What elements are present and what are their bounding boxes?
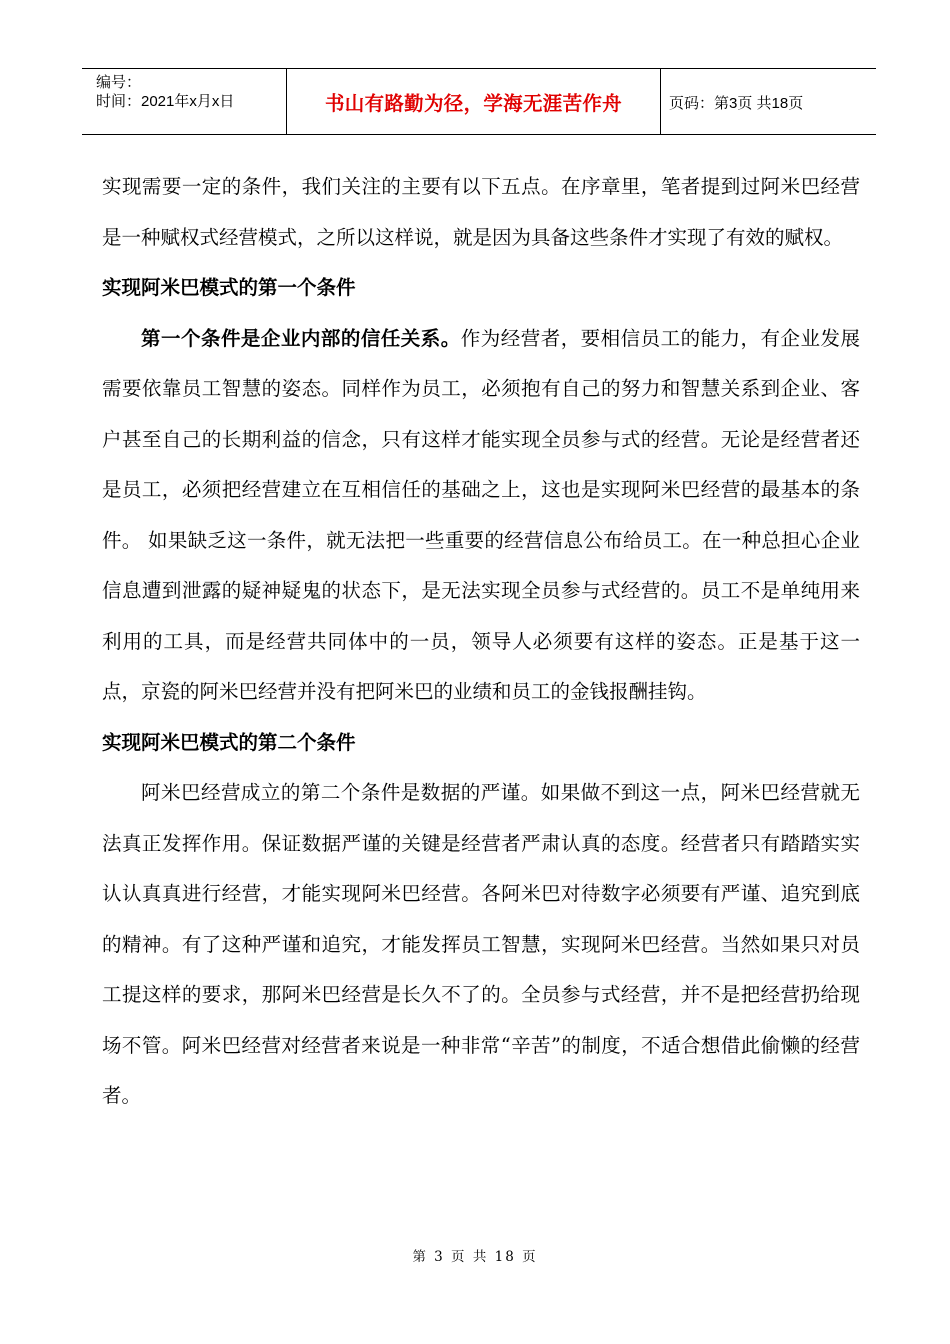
header-meta <box>82 69 287 135</box>
section-1-paragraph <box>102 314 860 718</box>
section-heading-1: 实现阿米巴模式的第一个条件 <box>102 276 356 299</box>
section-heading-2: 实现阿米巴模式的第二个条件 <box>102 730 356 754</box>
document-number-label: 编号： <box>96 74 142 91</box>
section-1-text: 作为经营者，要相信员工的能力，有企业发展需要依靠员工智慧的姿态。同样作为员工，必须抱有自己的努力和智慧关系到企业、客户甚至自己的长期利益的信念，只有这样才能实现全员参与式的经营。无论是经营者还是员工，必须把经营建立在互相信任的基础之上，这也是实现阿米巴经营的最基本的条件。 如果缺乏这一条件，就无法把一些重要的经营信息公布给员工。在一种总担心企业信息遭到泄露的疑神疑鬼的状态下，是无法实现全员参与式经营的。员工不是单纯用来利用的工具，而是经营共同体中的一员，领导人必须要有这样的姿态。正是基于这一点，京瓷的阿米巴经营并没有把阿米巴的业绩和员工的金钱报酬挂钩。 <box>102 326 860 703</box>
section-2-paragraph: 阿米巴经营成立的第二个条件是数据的严谨。如果做不到这一点，阿米巴经营就无法真正发挥作用。保证数据严谨的关键是经营者严肃认真的态度。经营者只有踏踏实实认认真真进行经营，才能实现阿米巴经营。各阿米巴对待数字必须要有严谨、追究到底的精神。有了这种严谨和追究，才能发挥员工智慧，实现阿米巴经营。当然如果只对员工提这样的要求，那阿米巴经营是长久不了的。全员参与式经营，并不是把经营扔给现场不管。阿米巴经营对经营者来说是一种非常“辛苦”的制度，不适合想借此偷懒的经营者。 <box>102 781 860 1107</box>
header-page-info: 页码：第3页 共18页 <box>669 94 804 112</box>
intro-paragraph: 实现需要一定的条件，我们关注的主要有以下五点。在序章里，笔者提到过阿米巴经营是一种赋权式经营模式，之所以这样说，就是因为具备这些条件才实现了有效的赋权。 <box>102 175 860 249</box>
header-motto-cell <box>287 69 661 135</box>
document-body <box>102 162 860 1122</box>
page-header <box>82 68 876 135</box>
section-1-lead: 第一个条件是企业内部的信任关系。 <box>141 326 461 350</box>
header-motto: 书山有路勤为径，学海无涯苦作舟 <box>324 92 622 115</box>
page-footer: 第 3 页 共 18 页 <box>412 1249 538 1265</box>
document-time-label: 时间：2021年x月x日 <box>96 93 235 110</box>
